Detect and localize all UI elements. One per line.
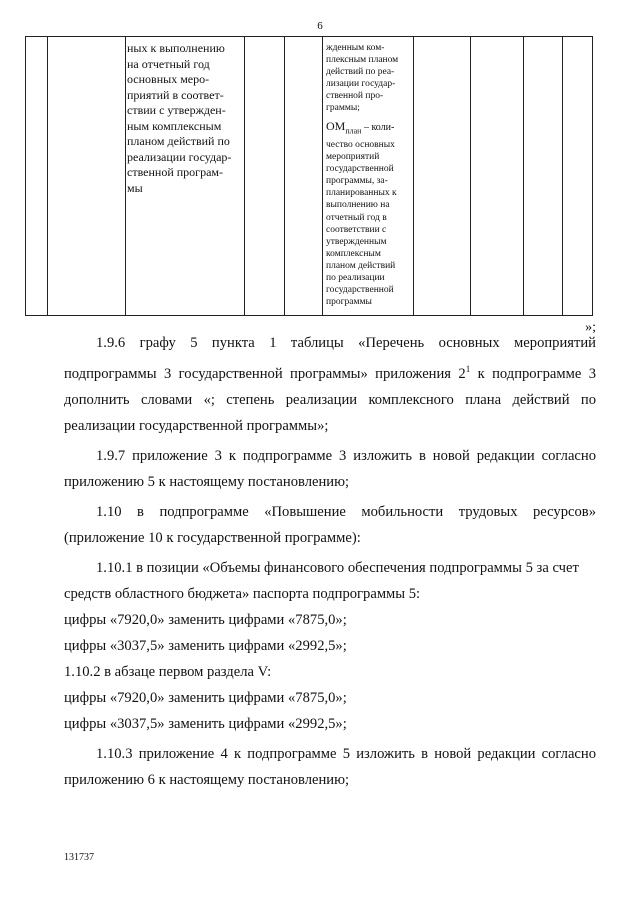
table-column-divider bbox=[125, 37, 126, 315]
cell-line: ственной про- bbox=[326, 91, 384, 102]
cell-line: ственной програм- bbox=[127, 165, 224, 179]
table-column-divider bbox=[322, 37, 323, 315]
cell-line: ным комплексным bbox=[127, 118, 222, 133]
paragraph-text: к подпрограмме 3 дополнить словами «; степень реализации комплексного плана действий по реализации государственной программы»; bbox=[64, 365, 596, 434]
om-symbol: ОМ bbox=[326, 118, 346, 133]
page-number: 6 bbox=[317, 20, 323, 32]
cell-line: государственной bbox=[326, 285, 394, 296]
table-column-divider bbox=[562, 37, 563, 315]
om-subscript: план bbox=[345, 125, 362, 135]
cell-line: ных к выполнению bbox=[127, 41, 225, 55]
cell-line: лизации государ- bbox=[326, 79, 396, 90]
paragraph-1-9-7: 1.9.7 приложение 3 к подпрограмме 3 изложить в новой редакции согласно приложению 5 к настоящему постановлению; bbox=[64, 447, 596, 490]
paragraph-replace-2: цифры «3037,5» заменить цифрами «2992,5»; bbox=[64, 637, 347, 654]
table-column-divider bbox=[523, 37, 524, 315]
cell-line: мы bbox=[127, 180, 143, 195]
cell-line: мероприятий bbox=[326, 152, 380, 163]
cell-line: планом действий по bbox=[127, 134, 230, 148]
cell-line: отчетный год в bbox=[326, 212, 387, 223]
om-definition-start: – коли- bbox=[361, 121, 395, 133]
cell-line: основных меро- bbox=[127, 72, 210, 86]
paragraph-text: 1.9.6 графу 5 пункта 1 таблицы «Перечень основных мероприятий подпрограммы 3 государственной программы» приложения 2 bbox=[64, 335, 596, 382]
formula-description-cell bbox=[326, 42, 398, 308]
document-code: 131737 bbox=[64, 852, 94, 863]
cell-line: ствии с утвержден- bbox=[127, 103, 226, 117]
cell-line: программы bbox=[326, 297, 372, 308]
paragraph-replace-4: цифры «3037,5» заменить цифрами «2992,5»; bbox=[64, 715, 347, 732]
paragraph-1-9-6 bbox=[64, 330, 596, 439]
cell-line: соответствии с bbox=[326, 224, 387, 235]
cell-line: выполнению на bbox=[326, 200, 390, 211]
table-column-divider bbox=[470, 37, 471, 315]
cell-line: программы, за- bbox=[326, 176, 388, 187]
cell-line: государственной bbox=[326, 164, 394, 175]
indicator-description-cell bbox=[127, 41, 231, 196]
cell-line: плексным планом bbox=[326, 55, 399, 66]
cell-line: утвержденным bbox=[326, 236, 387, 247]
table-column-divider bbox=[413, 37, 414, 315]
paragraph-1-10-1: 1.10.1 в позиции «Объемы финансового обеспечения подпрограммы 5 за счет средств областного бюджета» паспорта подпрограммы 5: bbox=[64, 559, 579, 602]
table-column-divider bbox=[244, 37, 245, 315]
cell-line: на отчетный год bbox=[127, 56, 210, 71]
cell-line: планированных к bbox=[326, 188, 397, 199]
table-column-divider bbox=[47, 37, 48, 315]
cell-line: граммы; bbox=[326, 103, 360, 114]
table-column-divider bbox=[284, 37, 285, 315]
paragraph-1-10-2: 1.10.2 в абзаце первом раздела V: bbox=[64, 663, 272, 680]
superscript: 1 bbox=[465, 364, 471, 374]
cell-line: планом действий bbox=[326, 260, 396, 271]
cell-line: жденным ком- bbox=[326, 43, 385, 53]
om-plan-line bbox=[326, 118, 398, 139]
cell-line: действий по реа- bbox=[326, 67, 395, 78]
paragraph-replace-1: цифры «7920,0» заменить цифрами «7875,0»; bbox=[64, 611, 347, 628]
paragraph-replace-3: цифры «7920,0» заменить цифрами «7875,0»; bbox=[64, 689, 347, 706]
cell-line: по реализации bbox=[326, 272, 385, 283]
cell-line: чество основных bbox=[326, 139, 395, 150]
quote-close-mark: »; bbox=[585, 320, 596, 335]
paragraph-1-10: 1.10 в подпрограмме «Повышение мобильности трудовых ресурсов» (приложение 10 к государственной программе): bbox=[64, 503, 596, 546]
paragraph-1-10-3: 1.10.3 приложение 4 к подпрограмме 5 изложить в новой редакции согласно приложению 6 к настоящему постановлению; bbox=[64, 745, 596, 788]
amendment-text bbox=[64, 330, 596, 793]
criteria-table bbox=[25, 36, 593, 316]
cell-line: комплексным bbox=[326, 248, 381, 259]
cell-line: приятий в соответ- bbox=[127, 87, 224, 102]
cell-line: реализации государ- bbox=[127, 149, 232, 164]
